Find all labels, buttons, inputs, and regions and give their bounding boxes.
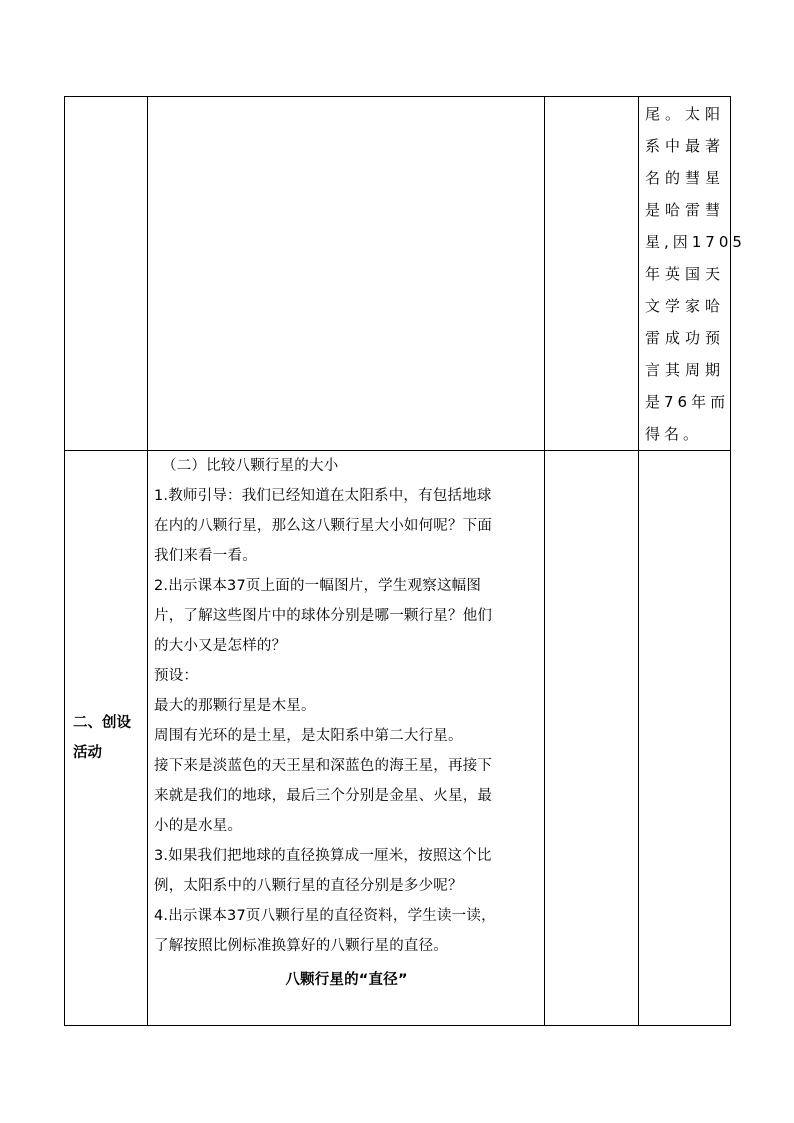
student-cell [545, 451, 639, 1026]
table-row-section-two [65, 451, 731, 1026]
activity-line: 2.出示课本37页上面的一幅图片，学生观察这幅图 [154, 578, 482, 594]
activity-line: 接下来是淡蓝色的天王星和深蓝色的海王星，再接下 [154, 758, 493, 774]
activity-line: 周围有光环的是土星，是太阳系中第二大行星。 [154, 728, 463, 744]
comet-notes [639, 97, 746, 450]
activity-line: 最大的那颗行星是木星。 [154, 698, 316, 714]
activity-line: 我们来看一看。 [154, 548, 257, 564]
activity-line: 来就是我们的地球，最后三个分别是金星、火星，最 [154, 788, 493, 804]
notes-line: 是哈雷彗 [645, 201, 724, 219]
notes-line: 文学家哈 [645, 297, 724, 315]
notes-line: 系中最著 [645, 137, 724, 155]
section-label-line: 活动 [73, 745, 102, 761]
activity-line: 在内的八颗行星，那么这八颗行星大小如何呢？下面 [154, 518, 493, 534]
notes-line: 名的彗星 [645, 169, 724, 187]
section-label [65, 708, 147, 768]
stage-cell-empty [65, 97, 148, 451]
table-row-continued [65, 97, 731, 451]
activity-line: 小的是水星。 [154, 818, 243, 834]
lesson-plan-table [64, 96, 746, 1026]
notes-line: 尾。太阳 [645, 105, 724, 123]
activity-line: 3.如果我们把地球的直径换算成一厘米，按照这个比 [154, 848, 492, 864]
stage-cell [65, 451, 148, 1026]
notes-cell-empty [639, 451, 731, 1026]
activity-line: 了解按照比例标准换算好的八颗行星的直径。 [154, 938, 448, 954]
activity-text [148, 451, 544, 995]
notes-line: 是76年而 [645, 393, 730, 411]
activity-line: 的大小又是怎样的？ [154, 638, 287, 654]
notes-line: 年英国天 [645, 265, 724, 283]
notes-line: 星,因1705 [645, 233, 746, 251]
notes-line: 言其周期 [645, 361, 724, 379]
student-cell-empty [545, 97, 639, 451]
notes-line: 得名。 [645, 425, 703, 443]
activity-cell [148, 451, 545, 1026]
section-label-line: 二、创设 [73, 715, 131, 731]
activity-line: 例，太阳系中的八颗行星的直径分别是多少呢？ [154, 878, 463, 894]
table-caption: 八颗行星的“直径” [285, 972, 408, 988]
notes-cell [639, 97, 746, 451]
activity-line: 4.出示课本37页八颗行星的直径资料，学生读一读， [154, 908, 496, 924]
activity-cell-empty [148, 97, 545, 451]
activity-line: 片，了解这些图片中的球体分别是哪一颗行星？他们 [154, 608, 493, 624]
notes-line: 雷成功预 [645, 329, 724, 347]
activity-line: 1.教师引导：我们已经知道在太阳系中，有包括地球 [154, 488, 492, 504]
activity-heading: （二）比较八颗行星的大小 [162, 458, 339, 474]
activity-line: 预设： [154, 668, 199, 684]
